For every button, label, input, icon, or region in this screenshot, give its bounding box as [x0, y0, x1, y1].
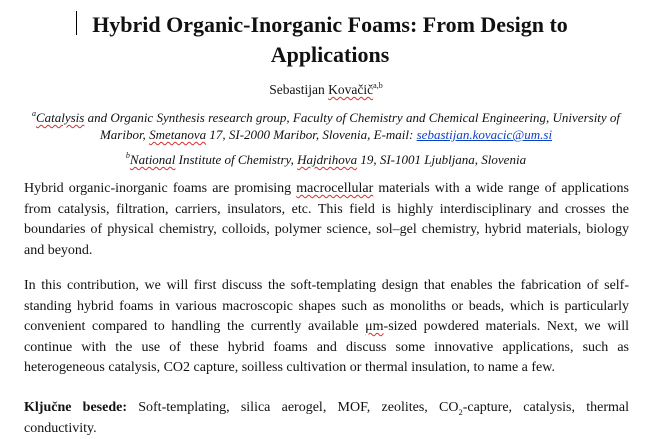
keywords-paragraph[interactable] — [24, 398, 629, 439]
affiliation-a[interactable] — [20, 109, 632, 143]
paragraph-text: materials with a wide range of applications from catalysis, filtration, carriers, insulators, etc. This field is highly interdisciplinary and crosses the boundaries of physical chemistry, colloids, polymer science, sol–gel chemistry, hybrid materials, biology and beyond. — [24, 181, 630, 258]
paragraph-text: In this contribution, we will first discuss the soft-templating design that enables the fabrication of self-standing hybrid foams in various macroscopic shapes such as monoliths or beads, which is particularly convenient compared to handling the currently available — [24, 278, 629, 334]
body-paragraph-1[interactable] — [24, 179, 629, 261]
keywords-text: -capture, catalysis, thermal conductivity. — [24, 400, 629, 436]
subscript-2: 2 — [458, 406, 463, 417]
affiliation-b-marker: b — [125, 150, 130, 160]
author-name: Sebastijan — [269, 82, 329, 97]
author-affiliation-marker: a,b — [373, 80, 383, 90]
body-paragraph-2[interactable] — [24, 276, 629, 379]
author-surname: Kovačič — [328, 82, 374, 97]
affiliation-b-text: 19, SI-1001 Ljubljana, Slovenia — [357, 152, 527, 167]
document-title[interactable]: Hybrid Organic-Inorganic Foams: From Design to Applications — [92, 12, 568, 67]
affiliation-a-marker: a — [31, 108, 36, 118]
keywords-label: Ključne besede: — [24, 400, 127, 415]
spell-flag-word: Smetanova — [149, 127, 207, 142]
spell-flag-word: National — [129, 152, 176, 167]
affiliation-b[interactable] — [20, 151, 632, 168]
spell-flag-word: Hajdrihova — [297, 152, 358, 167]
spell-flag-word: macrocellular — [296, 181, 374, 196]
spell-flag-word: μm — [365, 319, 384, 334]
author-line[interactable] — [0, 82, 652, 98]
email-link[interactable]: sebastijan.kovacic@um.si — [416, 127, 553, 142]
keywords-text: Soft-templating, silica aerogel, MOF, zeolites, CO — [127, 400, 459, 415]
affiliation-a-text: and Organic Synthesis research group, Faculty of Chemistry and Chemical Engineering, University of Maribor, — [84, 110, 621, 142]
affiliation-b-text: Institute of Chemistry, — [175, 152, 298, 167]
paragraph-text: Hybrid organic-inorganic foams are promising — [24, 181, 297, 196]
paragraph-text: -sized powdered materials. Next, we will continue with the use of these hybrid foams and discuss some innovative applications, such as heterogeneous catalysis, CO2 capture, soilless cultivation or thermal insulation, to name a few. — [24, 319, 629, 375]
spell-flag-word: Catalysis — [35, 110, 85, 125]
affiliation-a-text: 17, SI-2000 Maribor, Slovenia, E-mail: — [206, 127, 417, 142]
